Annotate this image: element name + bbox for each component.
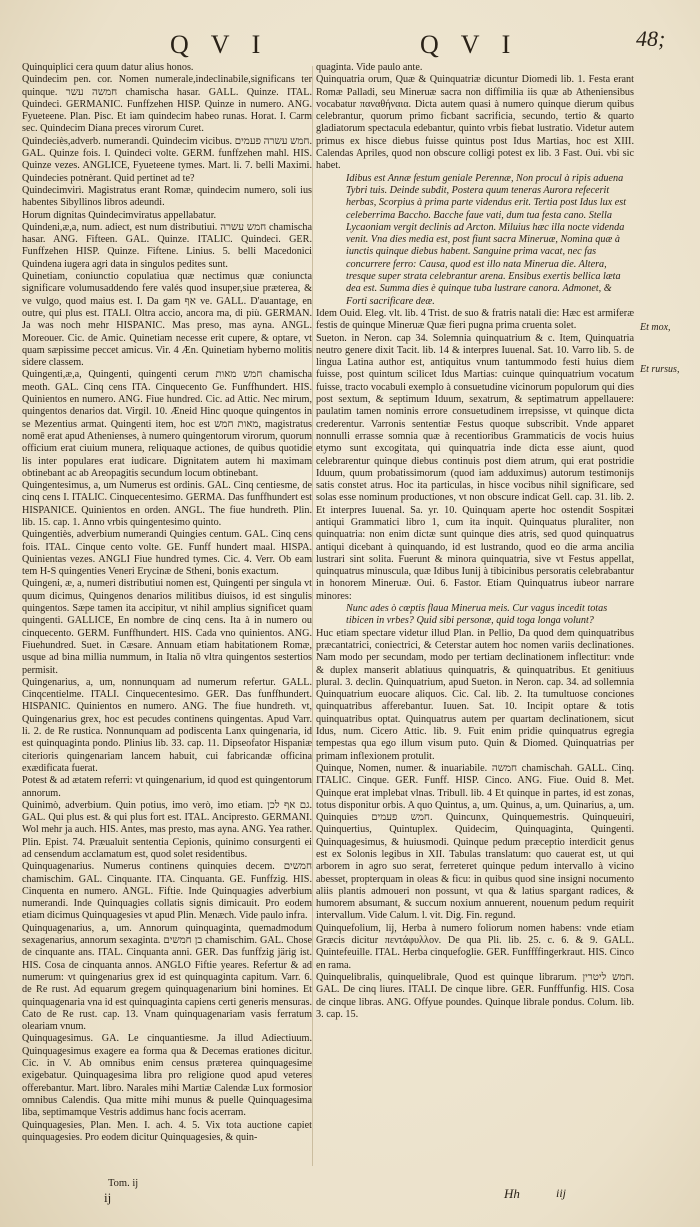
margin-note: Et mox, (640, 322, 671, 333)
footer-catchword: iij (556, 1186, 567, 1200)
dictionary-entry: Quindeciès,adverb. numerandi. Quindecim vicibus. חמש עשרה פעמים. GAL. Quinze fois. I. Quindeci volte. GERM. funffzehen mahl. HIS. Quinze vezes. ANGLICE, Fyueteene tymes. Mart. li. 7. belli Maximi. Quindecies potnèrant. Quid pertinet ad te? (22, 135, 312, 184)
dictionary-entry: Quingeni, æ, a, numeri distributiui nomen est, Quingenti per singula vt quum dicimus, Quingenos denarios militibus diuisos, id est singulis quingentos. Sæpe tamen ita accipitur, vt nihil amplius significet quam quingenti. GALLICE, En nombre de cinq cens. Ita à in numero ou cinquecento. GERM. Funffhundert. HIS. Cada vno quinientos. ANG. Fiuehundred. Suet. in Cæsare. Annuam etiam habitationem Romæ, usque ad bina millia nummum, in Italia nō vltra quingentos sestertios permisit. (22, 578, 312, 676)
dictionary-entry: Quingenti,æ,a, Quingenti, quingenti cerum חמש מאות chamischa meoth. GAL. Cinq cens ITA. Cinquecento Ge. Funffhundert. HIS. Quinientos en numero. ANG. Fiue hundred. Cic. ad Attic. Nec mirum, quingentos denarios dat. Virgil. 10. Æneid Hinc quoque quingentos in se Mezentius armat. Quingenti item, hoc est מאות חמש, magistratus nomē erat apud Athenienses, à numero quingentorum virorum, quorum officium erat ciuium munera, reliquaque actiones, de quibus quotidie lis inter populares erat iudicare. Dignitatem autem hi maximam obtinebant ac ab Areopagitis secundum locum obtinebant. (22, 369, 312, 479)
footer-signature: Hh (504, 1186, 520, 1201)
dictionary-entry: quaginta. Vide paulo ante. (316, 62, 423, 73)
dictionary-entry: Huc etiam spectare videtur illud Plan. in Pellio, Da quod dem quinquatribus præcantatrici, coniectrici, & Ceterstar autem hoc nomen variis declinationes. Nam modo per secundam, modo per tertiam declinationem inflectitur: vnde & duplex manserit ablatiuus quinquatris, & quinquatribus. Et genitiuus plural. 3. declin. Quinquatrium, apud Sueton. in Neron. cap. 34. ad sollemnia Quinquatrium euocare aliquos. Cic. Cal. lib. 2. Ita tumultuose conciones quinquatribus afferebantur. Iuuen. Sat. 10. Incipit optare & totis quinquatribus optat. Quinquatrus autem per quartam declinationem, sicut Idus, num. Cicero Attic. lib. 9. Fuit enim pridie quinquatrus egregia tempestas qua ego illum visum puto. Quin & Diomed. Quinquatrias per primam inflexionem protulit. (316, 627, 634, 762)
dictionary-entry: Quingenarius, a, um, nonnunquam ad numerum refertur. GALL. Cinqcentielme. ITALI. Cinquecentesimo. GER. Das funffhundert. HISPANIC. Quinientos en numero. ANG. The fiue hundreth. vt, Quingenarius grex, hoc est pecudes continens quingentas. Apud Varr. li. 2. de Re rustica. Nonnunquam ad podiscenta Lanx quingenaria, id est quinquaginta pondo. Plinius lib. 33. cap. 11. Dipseofator Hispaniæ citerioris quingenariam lancem habuit, cui fabricandæ officina exædificata fuerat. (22, 676, 312, 774)
dictionary-entry: Idem Ouid. Eleg. vlt. lib. 4 Trist. de suo & fratris natali die: Hæc est armiferæ festis de quinque Mineruæ Quæ fieri pugna prima cruenta solet. (316, 307, 634, 332)
dictionary-entry: Horum dignitas Quindecimviratus appellabatur. (22, 209, 217, 221)
dictionary-entry: Quinquefolium, lij, Herba à numero foliorum nomen habens: vnde etiam Græcis dicitur πεντάφυλλον. De qua Pli. lib. 25. c. 6. & 9. GALL. Quintefeuille. ITAL. Herba cinquefoglie. GER. Funffffingerkraut. HIS. Cinco en rama. (316, 922, 634, 971)
dictionary-entry: Quinquagesies, Plan. Men. I. ach. 4. 5. Vix tota auctione capiet quinquagesies. Pro eodem dicitur Quinquagesies, & quin- (22, 1119, 312, 1143)
left-column (22, 62, 312, 1172)
dictionary-entry: Quinque, Nomen, numer. & inuariabile. חמשה chamischah. GALL. Cinq. ITALIC. Cinque. GER. Funff. HISP. Cinco. ANG. Fiue. Ouid 8. Met. Quinque erat implebat vlnas. Tribull. lib. 4 Et quinque in partes, id est zonas, totus disponitur orbis. A quo Quintus, a, um. Quinus, a, um. Quinarius, a, um. Quinquies חמש פעמים. Quincunx, Quinquemestris. Quinqueuiri, Quinquertius, Quintuplex. Quidecim, Quinquaginta, Quingenti. Quinquagesimus, & huiusmodi. Quinque pedum præceptio interdicit genus est ex Solonis legibus in XII. Tabulas translatum: quo cauerat est, ut qui arborem in agro suo serat, ferreteret quinque pedum intervallo à vicino abesset, propterquam in oleas & ficu: in quibus quod sine insigni nocumento aliis plantis admoueri non possunt, vt qua & latius spargant radices, & humorem absumant, & succum noxium annuerent, nouenum pedum requirit intervallum. Vide Calum. l. vit. Dig. Fin. regund. (316, 762, 634, 922)
signature-mark: Tom. ij (108, 1178, 139, 1189)
dictionary-entry: Sueton. in Neron. cap 34. Solemnia quinquatrium & c. Item, Quinquatria neutro genere dixit Tacit. lib. 14 & interpres Iuuenal. Sat. 10. Varro lib. 5. de lingua Latina author est, antiquitus vnum tantummodo festi huius diem fuisse, post quintum scilicet Idus Martias: cuinque quinquatrium vocatum fuisse, tracto vocabuli exemplo à consuetudine vicinorum populorum qui dies post sextum, & septimum Iduum, sexatrum, & septimatrum appellauere: paulatim tamen nominis errore consuetudinem irrepsisse, vt quinque dicta crederentur. Varronis sententiæ Festus quoque subscribit. Vnde apparet nonnulli errasse somnia quæ à recentioribus Grammaticis de vocis huius etymo sunt excogitata, qui quinquatria inde dicta esse aiunt, quod celebrarentur quinque diebus continuis post diem atrum, qui erat postridie Iduum, quum probatissimorum (quod iam adduximus) autorum testimonijs satis constet atrus. Hoc ita particulas, in hisce vocibus nihil significare, sed solas esse nominum productiones, vt non obscure indicat Gell. cap. 31. lib. 2. Et interpres Iuuenal. Sa. yr. 10. Quinquam aperte hoc ostendit Sospitæi antiqui Grammatici libro 1, cum ita inquit. Quinquatus pluraliter, non quinquatria: non enim dictæ sunt quinque dies atris, sed quod quinquatrus antiqui dicebant à quinquando, id est lustrando, quod eo die arma ancilia lustrari sint solita. Fuerunt & minora quinquatria, sive vt Festus appellat, quinquatrus minuscula, quæ Idibus Iunij à tibicinibus persoratis celebrabantur in honorem Mineruæ. Oui. 6. Fastor. Etiam Quinquatrus iubeor narrare minores: (316, 332, 634, 602)
header-title-left: Q V I (170, 30, 269, 59)
dictionary-entry: Quindecimvirì. Magistratus erant Romæ, quindecim numero, soli ius habentes Sibyllinos libros adeundi. (22, 184, 312, 209)
dictionary-entry: Quinquelibralis, quinquelibrale, Quod est quinque librarum. חמש ליטרין. GAL. De cinq liures. ITALI. De cinque libre. GER. Funfffunfig. HIS. Cosa de cinque libras. ANG. Offyue poundes. Quinque librale pondus. Colum. lib. 3. cap. 15. (316, 971, 634, 1020)
dictionary-entry: Quindeni,æ,a, num. adiect, est num distributiui. חמש עשרה chamischa hasar. ANG. Fifteen. GAL. Quinze. ITALIC. Quindeci. GER. Funffzehen HISP. Quinze. Fiftene. Linius. 5. belli Macedonici Quindena iugera agri data in singulos pedites sunt. (22, 221, 312, 270)
dictionary-entry: Quinquatria orum, Quæ & Quinquatriæ dicuntur Diomedi lib. 1. Festa erant Romæ Palladi, seu Mineruæ sacra non diffimilia iis quæ ab Atheniensibus vocabatur παναθήναια. Dicta autem quasi à numero quinque dierum quibus celebrantur, quorum primo ficbant sacrificia, secundo, tertio & quarto gladiatorum spectacula edebantur, quinto vrbis fiebat lustratio. Videtur autem primus ex hisce diebus fuisse quintus post Idus Martias, hoc est XIII. Calendas Apriles, quod non obscure colligi potest ex lib. 3 Fast. Oui. vbi sic habet. (316, 74, 634, 172)
dictionary-entry: Potest & ad ætatem referri: vt quingenarium, id quod est quingentorum annorum. (22, 775, 312, 799)
dictionary-entry: Quingentiès, adverbium numerandi Quingies centum. GAL. Cinq cens fois. ITAL. Cinque cento volte. GE. Funff hundert maal. HISPA. Quinientas vezes. ANGLI Fiue hundred tymes. Cic. 4. Verr. Ob eam tem H-S quingenties Veneri Erycinæ de Stheni, bonis exactum. (22, 529, 312, 578)
running-head (0, 26, 700, 66)
footer-left-mark: ij (104, 1190, 112, 1205)
page-footer (0, 1178, 700, 1216)
dictionary-entry: Quindecim pen. cor. Nomen numerale,indeclinabile,significans ter quinque. חמשה עשר chamischa hasar. GALL. Quinze. ITAL. Quindeci. GERMANIC. Funffzehen HISP. Quinze in numero. ANG. Fyueteene. Plan. Pisc. Et iam quindecim habeo runas. Horat. I. Carm sec. Quindecim Diana preces virorum Curet. (22, 74, 312, 135)
dictionary-entry: Quingentesimus, a, um Numerus est ordinis. GAL. Cinq centiesme, de cinq cens I. ITALIC. Cinquecentesimo. GERMA. Das funffhundert est HISPANICE. Quinientos en orden. ANGL. The fiue hundreth. Plin. lib. 15. cap. 1. Anno vrbis quingentesimo quinto. (22, 480, 312, 528)
column-divider (312, 66, 313, 1166)
dictionary-entry: Quinimò, adverbium. Quin potius, imo verò, imo etiam. גם אף לכן. GAL. Qui plus est. & qui plus fort est. ITAL. Ancipresto. GERMANI. Wol mehr ja auch. HIS. Antes, mas presto, mas ayna. ANG. Yea rather. Plin. Epist. 74. Præualuit sententia Cepionis, quinimo consurgenti ei ad censendum acclamatum est, quod solet residentibus. (22, 799, 312, 860)
right-column (316, 62, 634, 1172)
verse-quotation: Nunc ades ò cœptis flaua Minerua meis. Cur vagus incedit totas tibicen in vrbes? Quid sibi personæ, quid toga longa volunt? (346, 603, 608, 627)
header-title-right: Q V I (420, 30, 519, 59)
margin-notes (640, 60, 696, 1160)
dictionary-entry: Quinetiam, coniunctio copulatiua quæ nectimus quæ coniuncta significare volumusaddendo fere valés quod insuper,siue præterea, & ve vulgo, quod maius est. I. Da gam אף ve. GALL. D'auantage, en outre, qui plus est. ITALI. Oltra accio, ancora ma, di più. GERMAN. Ja was noch mehr HISPANIC. Mas preso, mas ayna. ANGL. Moreouer. Cic. de Amic. Quinetiam necesse erit cupere, & optare, vt quam sæpissime peccet amicus. Vir. 4 Æn. Quinetiam hyberno molitis sidere classem. (22, 271, 312, 369)
verse-quotation: Idibus est Annæ festum geniale Perennæ, Non procul à ripis aduena Tybri tuis. Deinde subdit, Postera quum teneras Aurora refecerit herbas, Scorpius à prima parte videndus erit. Tertia post Idus lux est celeberrima Baccho. Bacche faue vati, dum tua festa cano. Stella Lycaoniam vergit declinis ad Arcton. Miluius hæc illa nocte videnda venit. Vna dies media est, post fiunt sacra Mineruæ, Nomina quæ à iunctis quinque diebus habent. Sanguine prima vacat, nec fas concurrere ferro: Causa, quod est illo nata Minerua die. Altera, tresque super strata celebrantur arena. Ensibus exertis bellica læta dea est. Summa dies è quinque tuba lustrare canora. Admonet, & Forti sacrificare deæ. (346, 172, 627, 307)
dictionary-entry: Quinquagesimus. GA. Le cinquantiesme. Ja illud Adiectiuum. Quinquagesimus exagere ea forma qua & Decemas erationes dicitur. Cic. in V. Ab omnibus enim census præterea quinquagesime exigebatur. Quinquagesima libra pro religione quod apud veteres offerebantur. Mart. libro. Narales mihi Martiæ Calendæ Lux formosior omnibus Calendis. Qua mitte mihi munus & puelle Quinquagesima liba, septimamque Vestris addimus hanc focis acerram. (22, 1033, 312, 1119)
margin-note: Et rursus, (640, 364, 680, 375)
page-number: 48; (636, 26, 666, 51)
dictionary-entry: Quinquagenarius. Numerus continens quinquies decem. חמשים chamischim. GAL. Cinquante. ITA. Cinquanta. GE. Funffzig. HIS. Cinquenta en numero. ANGL. Fiftie. Inde Quinquagies adverbium numerandi. Inde Quinquagies collatis signis dimicauit. Pro eodem etiam dicimus Quinquagesies vt apud Plin. Menæch. Vide paulo infra. (22, 861, 312, 922)
dictionary-entry: Quinquagenarius, a, um. Annorum quinquaginta, quemadmodum sexagenarius, annorum sexaginta. בן חמשים chamischim. GAL. Chose de cinquante ans. ITAL. Cinquanta anni. GER. Das funffzig järig ist. HIS. Cosa de cinquanta annos. ANGLO Fiftie yeares. Refertur & ad numerum: vt quingenarius grex id est quinquaginta capitum. Varr. 6. de Re rust. Ad equarum gregem quinquagenarium bini homines. Et quinquagenaria vna id est quinquaginta capiens certi generis mensuras. Cato de Re rust. cap. 13. Vnam quinquagenariam vasis ferratum oleariam vnum. (22, 922, 312, 1033)
dictionary-entry: Quinquiplici cera quum datur alius honos. (22, 62, 194, 73)
